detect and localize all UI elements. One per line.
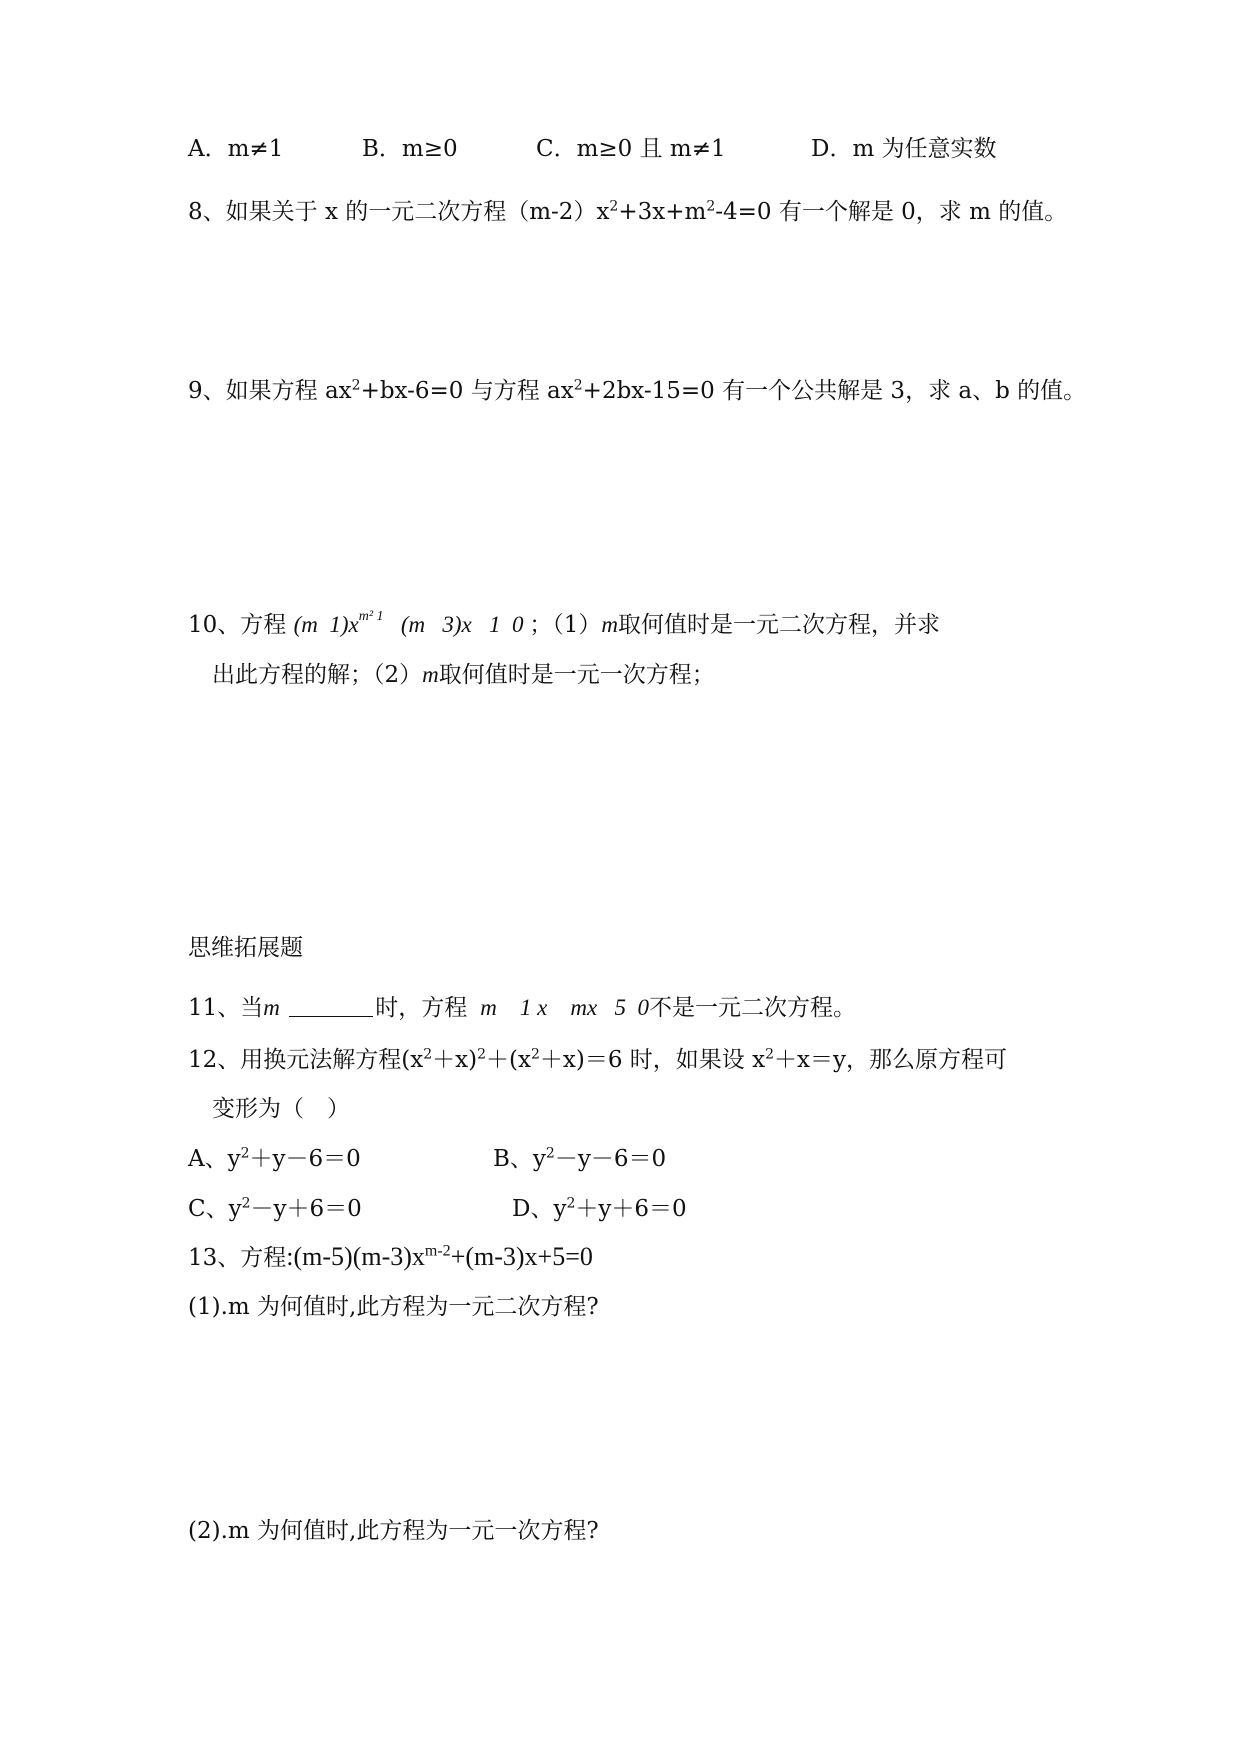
q10-eq-part-e: 1 (488, 612, 501, 637)
q12-opt-a-sup: 2 (240, 1145, 250, 1162)
q11-eq-part-e: 5 (614, 995, 626, 1020)
q9-text-pre: 9、如果方程 ax (188, 378, 352, 404)
q8-text-post: -4=0 有一个解是 0，求 m 的值。 (715, 199, 1068, 225)
q12-text-pre: 12、用换元法解方程(x (188, 1047, 424, 1073)
q10-eq-part-f: 0 (511, 612, 524, 637)
q12-option-c (188, 1194, 362, 1224)
q10-var-1: m (601, 612, 618, 637)
q11-eq-part-b: 1 (519, 995, 532, 1020)
q7-option-b: B．m≥0 (362, 136, 458, 162)
q12-opt-a-pre: A、y (188, 1146, 241, 1172)
question-12-line-2: 变形为（ ） (212, 1096, 350, 1122)
question-9 (188, 376, 1086, 406)
q10-text-post-1: ；（1） (529, 612, 602, 638)
q11-equation (475, 995, 649, 1020)
q8-sup-1: 2 (609, 198, 619, 215)
section-title: 思维拓展题 (188, 935, 303, 961)
q10-eq-part-d: 3)x (442, 612, 472, 637)
question-12-line-1 (188, 1045, 1007, 1075)
question-8 (188, 197, 1067, 227)
q12-text-d: ＋x＝y，那么原方程可 (773, 1047, 1007, 1073)
q12-text-a: ＋x) (432, 1047, 478, 1073)
q12-option-a (188, 1144, 361, 1174)
q10-eq-exponent: m² 1 (358, 609, 384, 624)
q13-text-pre: 13、方程 (188, 1245, 287, 1271)
q12-opt-d-pre: D、y (512, 1196, 567, 1222)
q10-eq-part-b: 1)x (329, 612, 359, 637)
q13-equation (286, 1242, 593, 1271)
q10-equation (293, 609, 530, 637)
q7-option-c: C．m≥0 且 m≠1 (536, 136, 726, 162)
q12-option-d (512, 1194, 687, 1224)
q12-opt-b-sup: 2 (545, 1145, 555, 1162)
q11-eq-part-a: m (480, 995, 497, 1020)
q12-text-b: ＋(x (486, 1047, 531, 1073)
q13-part-1: (1).m 为何值时,此方程为一元二次方程? (188, 1294, 599, 1320)
q11-text-pre: 11、当 (188, 995, 264, 1021)
q13-eq-main: :(m-5)(m-3)x (286, 1242, 425, 1271)
q12-sup-3: 2 (530, 1046, 540, 1063)
q12-opt-c-pre: C、y (188, 1196, 242, 1222)
q12-sup-1: 2 (423, 1046, 433, 1063)
q12-sup-4: 2 (765, 1046, 774, 1063)
q12-option-b (493, 1144, 666, 1174)
q12-opt-c-sup: 2 (241, 1195, 251, 1212)
q13-eq-post: +(m-3)x+5=0 (450, 1242, 593, 1271)
q8-sup-2: 2 (706, 198, 716, 215)
q11-var: m (263, 995, 280, 1020)
q10-text-pre: 10、方程 (188, 612, 287, 638)
q10-var-2: m (422, 662, 439, 687)
q9-text-mid: +bx-6=0 与方程 ax (360, 378, 574, 404)
q12-sup-2: 2 (477, 1046, 487, 1063)
q9-sup-1: 2 (351, 377, 361, 394)
question-10-line-2 (212, 660, 715, 690)
q10-line2-post: 取何值时是一元一次方程； (438, 662, 715, 688)
question-11 (188, 993, 856, 1023)
q12-opt-d-sup: 2 (566, 1195, 576, 1212)
q11-answer-blank[interactable] (289, 994, 373, 1017)
q7-option-a: A．m≠1 (188, 136, 284, 162)
q8-text-pre: 8、如果关于 x 的一元二次方程（m-2）x (188, 199, 610, 225)
q10-eq-part-c: (m (400, 612, 426, 637)
q12-text-c: ＋x)＝6 时，如果设 x (539, 1047, 766, 1073)
q12-opt-d-post: ＋y＋6＝0 (575, 1196, 687, 1222)
q12-opt-b-post: －y－6＝0 (554, 1146, 667, 1172)
question-13 (188, 1242, 593, 1273)
q8-text-mid: +3x+m (618, 199, 707, 225)
q11-text-post: 不是一元二次方程。 (648, 995, 856, 1021)
q11-eq-part-c: x (537, 995, 548, 1020)
q11-eq-part-d: mx (570, 995, 598, 1020)
q10-eq-part-a: (m (293, 612, 318, 637)
q9-text-post: +2bx-15=0 有一个公共解是 3，求 a、b 的值。 (582, 378, 1087, 404)
q12-opt-b-pre: B、y (493, 1146, 546, 1172)
q11-eq-part-f: 0 (637, 995, 649, 1020)
q10-line2-pre: 出此方程的解；（2） (212, 662, 423, 688)
q10-text-post-2: 取何值时是一元二次方程，并求 (617, 612, 940, 638)
q13-eq-exponent: m-2 (424, 1242, 451, 1260)
q11-text-mid: 时，方程 (375, 995, 468, 1021)
q7-option-d: D．m 为任意实数 (811, 136, 997, 162)
q9-sup-2: 2 (573, 377, 583, 394)
q12-opt-a-post: ＋y－6＝0 (249, 1146, 361, 1172)
q12-opt-c-post: －y＋6＝0 (250, 1196, 362, 1222)
question-10-line-1 (188, 610, 940, 644)
q13-part-2: (2).m 为何值时,此方程为一元一次方程? (188, 1518, 599, 1544)
